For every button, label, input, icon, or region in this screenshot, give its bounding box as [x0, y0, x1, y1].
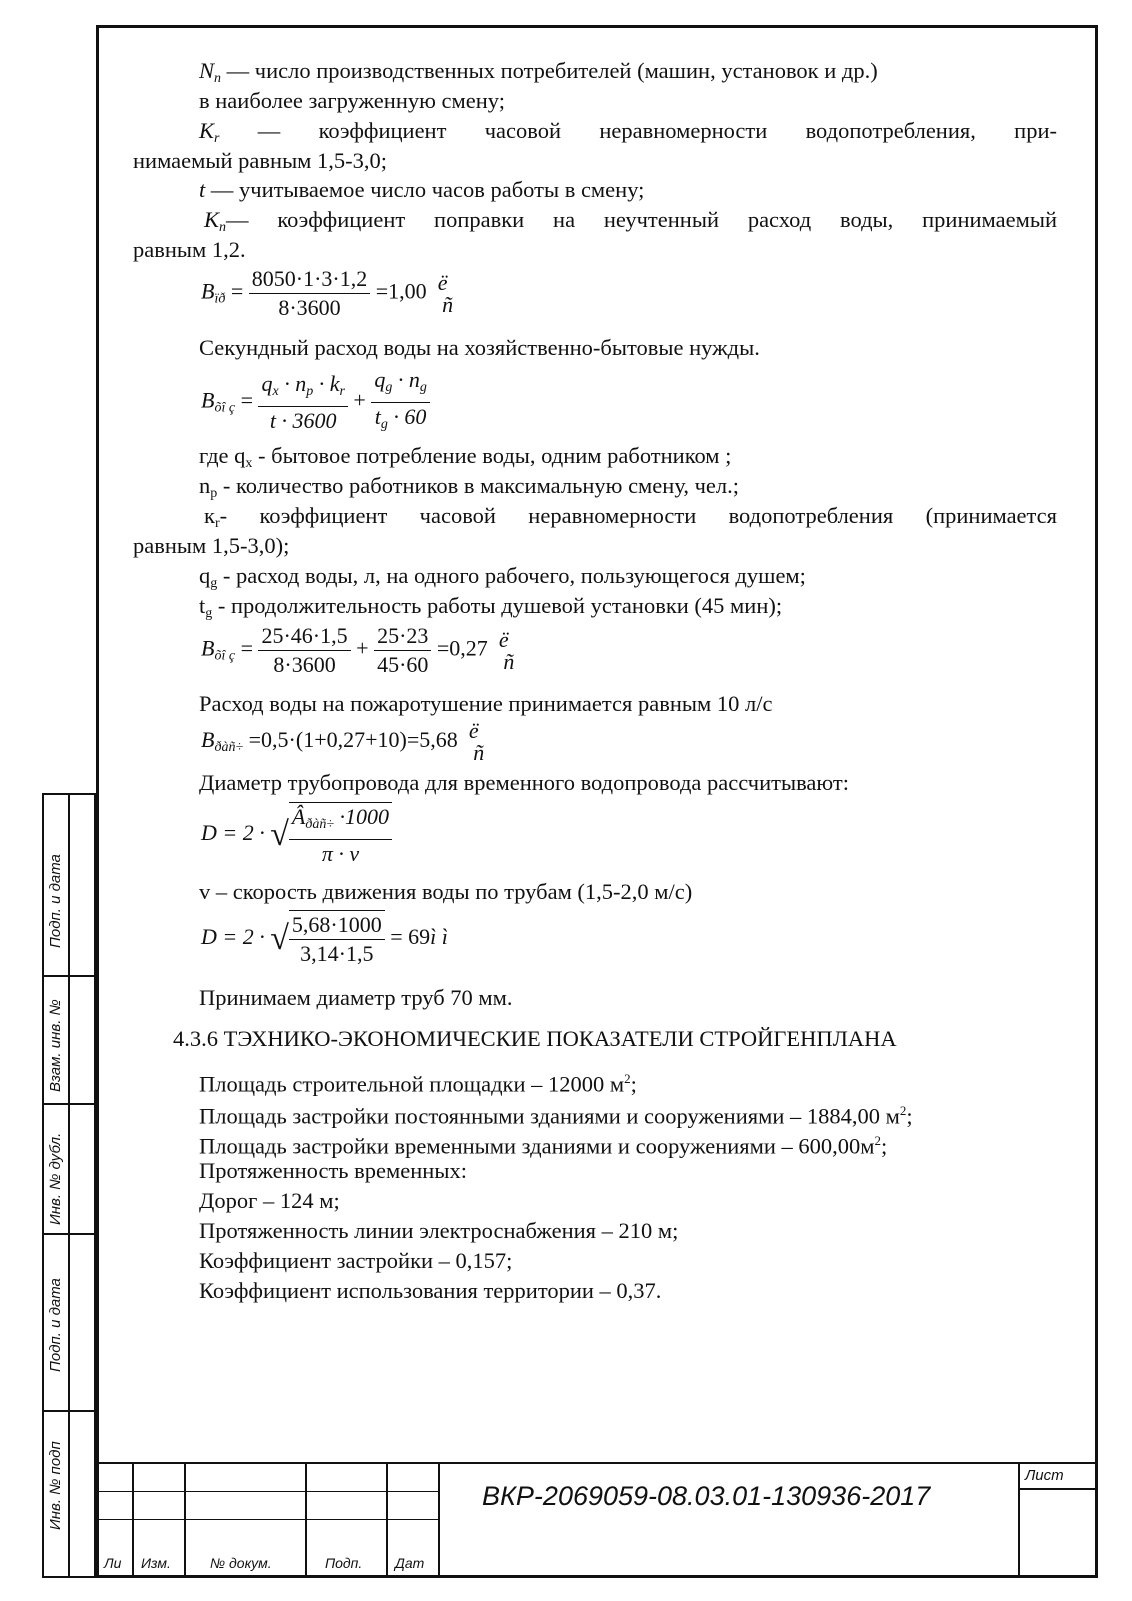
title-block-col [132, 1462, 134, 1578]
side-label-orig-inv: Инв. № подп [47, 1441, 64, 1530]
text-line: в наиболее загруженную смену; [199, 88, 506, 113]
side-label-replace-inv: Взам. инв. № [47, 999, 64, 1092]
title-col-li: Ли [104, 1555, 122, 1571]
text-line: где qx - бытовое потребление воды, одним работником ; [199, 443, 732, 471]
text-line: Площадь строительной площадки – 12000 $м^2$; [199, 1071, 637, 1097]
text-line: Диаметр трубопровода для временного водопровода рассчитывают: [199, 770, 849, 795]
side-label-dup-inv: Инв. № дубл. [47, 1132, 64, 1225]
formula-diameter-calc: D = 2 · √ $\frac{5,68\cdot 1000}{3,14\cdot 1,5}$ = 69ì ì [201, 912, 448, 966]
title-block-row [96, 1519, 440, 1520]
text-line: Коэффициент застройки – 0,157; [199, 1248, 513, 1273]
text-line: $N_n$ — число производственных потребителей (машин, установок и др.) [199, 58, 878, 86]
text-line: Площадь застройки постоянными зданиями и сооружениями – 1884,00 $м^2$; [199, 1103, 913, 1129]
title-block-row [96, 1491, 440, 1492]
side-divider [68, 793, 70, 1578]
title-col-sign: Подп. [325, 1555, 363, 1571]
title-block-row [1018, 1488, 1098, 1490]
formula-domestic-calc: $B_{õî ç}$ = $\frac{25\cdot 46\cdot 1,5}{8\cdot 3600}$ + $\frac{25\cdot 23}{45\cdot 60}$ =0,27 ë ñ [201, 623, 515, 677]
text-line: v – скорость движения воды по трубам (1,5-2,0 м/с) [199, 879, 693, 904]
formula-domestic-flow: $B_{õî ç}$ = $\frac{q_x \cdot n_p \cdot k_r}{t \cdot 3600}$ + $\frac{q_g \cdot n_g}{t_g \cdot 60}$ [201, 366, 430, 439]
side-label-sign-date-2: Подп. и дата [47, 1278, 64, 1372]
text-line: Протяженность линии электроснабжения – 210 м; [199, 1218, 679, 1243]
text-line: Расход воды на пожаротушение принимается равным 10 л/с [199, 691, 773, 716]
text-line: $K_r$ — коэффициент часовой неравномерности водопотребления, при- [199, 118, 1057, 146]
title-block-col [184, 1462, 186, 1578]
title-col-date: Дат [395, 1555, 425, 1571]
formula-production-flow: $B_{ïð}$ = $\frac{8050\cdot 1\cdot 3\cdot 1,2}{8\cdot 3600}$ =1,00 ë ñ [201, 266, 454, 320]
side-label-sign-date: Подп. и дата [47, 854, 64, 948]
text-line: нимаемый равным 1,5-3,0; [133, 148, 388, 173]
text-line: qg - расход воды, л, на одного рабочего, пользующегося душем; [199, 563, 806, 591]
text-line: равным 1,2. [133, 237, 246, 262]
text-line: Дорог – 124 м; [199, 1188, 340, 1213]
text-line: t — учитываемое число часов работы в смену; [199, 177, 645, 202]
text-line: кr- коэффициент часовой неравномерности водопотребления (принимается [204, 503, 1057, 531]
text-line: tg - продолжительность работы душевой установки (45 мин); [199, 593, 783, 621]
title-block-col [438, 1462, 440, 1578]
formula-fire-flow: $B_{ðàñ\div} =0,5\cdot(1+0,27+10)=5,68$ ë ñ [201, 718, 485, 765]
text-line: np - количество работников в максимальную смену, чел.; [199, 473, 739, 501]
title-block-border [96, 1462, 1098, 1464]
text-line: Принимаем диаметр труб 70 мм. [199, 985, 513, 1010]
title-block-col [386, 1462, 388, 1578]
text-line: равным 1,5-3,0); [133, 533, 290, 558]
text-line: Коэффициент использования территории – 0,37. [199, 1278, 662, 1303]
text-line: Площадь застройки временными зданиями и сооружениями – $600,00м^2$; [199, 1133, 888, 1159]
text-line: Протяженность временных: [199, 1158, 467, 1183]
title-block-col [1018, 1462, 1020, 1578]
text-line: Секундный расход воды на хозяйственно-бытовые нужды. [199, 335, 760, 360]
sheet-label: Лист [1025, 1467, 1064, 1484]
section-heading: 4.3.6 ТЭХНИКО-ЭКОНОМИЧЕСКИЕ ПОКАЗАТЕЛИ СТРОЙГЕНПЛАНА [173, 1026, 897, 1051]
text-line: $K_n—$ коэффициент поправки на неучтенный расход воды, принимаемый [204, 207, 1057, 235]
document-code: ВКР-2069059-08.03.01-130936-2017 [482, 1481, 931, 1511]
title-col-izm: Изм. [141, 1555, 171, 1571]
formula-diameter: D = 2 · √ $\frac{Â_{ðàñ\div} \cdot 1000}{\pi \cdot \nu}$ [201, 802, 392, 868]
title-col-doc: № докум. [210, 1555, 272, 1571]
title-block-col [305, 1462, 307, 1578]
